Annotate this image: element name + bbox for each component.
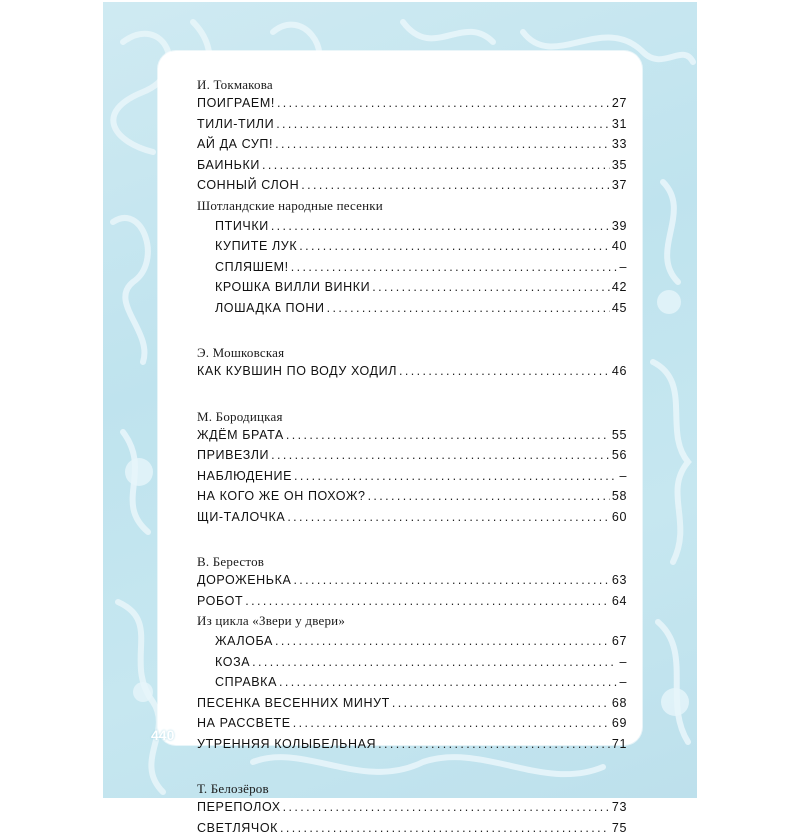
entry-page: – [619, 672, 627, 693]
dot-leader [378, 734, 610, 755]
entry-page: – [619, 257, 627, 278]
dot-leader [262, 155, 610, 176]
toc-entry[interactable] [197, 466, 627, 487]
dot-leader [392, 693, 610, 714]
toc-entry[interactable] [197, 652, 627, 673]
author-name: Т. Белозёров [197, 780, 627, 797]
toc-entry[interactable] [197, 486, 627, 507]
toc-entry[interactable] [197, 134, 627, 155]
entry-page: 55 [612, 425, 627, 446]
toc-entry[interactable] [197, 713, 627, 734]
entry-page: 42 [612, 277, 627, 298]
entry-page: 60 [612, 507, 627, 528]
entry-title: БАИНЬКИ [197, 155, 260, 176]
section-gap [197, 318, 627, 344]
entry-page: – [619, 466, 627, 487]
section-gap [197, 382, 627, 408]
toc-entry[interactable] [197, 175, 627, 196]
entry-page: 31 [612, 114, 627, 135]
dot-leader [293, 570, 609, 591]
entry-title: СОННЫЙ СЛОН [197, 175, 299, 196]
dot-leader [271, 216, 610, 237]
entry-page: 69 [612, 713, 627, 734]
dot-leader [286, 425, 610, 446]
table-of-contents [197, 76, 627, 838]
entry-title: ЛОШАДКА ПОНИ [215, 298, 325, 319]
entry-title: ПТИЧКИ [215, 216, 269, 237]
dot-leader [252, 652, 617, 673]
entry-page: 45 [612, 298, 627, 319]
dot-leader [399, 361, 610, 382]
toc-entry[interactable] [197, 693, 627, 714]
entry-title: АЙ ДА СУП! [197, 134, 273, 155]
dot-leader [327, 298, 610, 319]
toc-entry[interactable] [197, 114, 627, 135]
entry-title: ПОИГРАЕМ! [197, 93, 275, 114]
toc-entry[interactable] [197, 216, 627, 237]
dot-leader [275, 134, 610, 155]
entry-title: УТРЕННЯЯ КОЛЫБЕЛЬНАЯ [197, 734, 376, 755]
entry-page: 73 [612, 797, 627, 818]
entry-title: НА РАССВЕТЕ [197, 713, 291, 734]
author-name: М. Бородицкая [197, 408, 627, 425]
section-gap [197, 527, 627, 553]
entry-title: СВЕТЛЯЧОК [197, 818, 278, 838]
page-number: 440 [151, 727, 174, 743]
entry-title: РОБОТ [197, 591, 243, 612]
entry-page: 67 [612, 631, 627, 652]
toc-entry[interactable] [197, 631, 627, 652]
toc-entry[interactable] [197, 818, 627, 838]
toc-entry[interactable] [197, 507, 627, 528]
entry-page: – [619, 652, 627, 673]
entry-page: 64 [612, 591, 627, 612]
toc-entry[interactable] [197, 425, 627, 446]
entry-title: ТИЛИ-ТИЛИ [197, 114, 274, 135]
dot-leader [299, 236, 610, 257]
toc-entry[interactable] [197, 298, 627, 319]
dot-leader [291, 257, 618, 278]
entry-title: ЩИ-ТАЛОЧКА [197, 507, 285, 528]
author-name: В. Берестов [197, 553, 627, 570]
entry-page: 46 [612, 361, 627, 382]
entry-page: 35 [612, 155, 627, 176]
dot-leader [293, 713, 610, 734]
toc-entry[interactable] [197, 155, 627, 176]
entry-title: НА КОГО ЖЕ ОН ПОХОЖ? [197, 486, 366, 507]
entry-title: КОЗА [215, 652, 250, 673]
entry-page: 63 [612, 570, 627, 591]
toc-entry[interactable] [197, 672, 627, 693]
toc-entry[interactable] [197, 570, 627, 591]
dot-leader [280, 818, 610, 838]
entry-page: 71 [612, 734, 627, 755]
entry-title: ПРИВЕЗЛИ [197, 445, 269, 466]
entry-title: КРОШКА ВИЛЛИ ВИНКИ [215, 277, 370, 298]
entry-page: 39 [612, 216, 627, 237]
toc-entry[interactable] [197, 361, 627, 382]
toc-entry[interactable] [197, 445, 627, 466]
entry-title: СПРАВКА [215, 672, 277, 693]
dot-leader [271, 445, 610, 466]
dot-leader [277, 93, 610, 114]
dot-leader [276, 114, 610, 135]
dot-leader [283, 797, 610, 818]
entry-title: ЖДЁМ БРАТА [197, 425, 284, 446]
entry-title: СПЛЯШЕМ! [215, 257, 289, 278]
toc-entry[interactable] [197, 734, 627, 755]
dot-leader [294, 466, 617, 487]
dot-leader [245, 591, 610, 612]
entry-page: 75 [612, 818, 627, 838]
entry-title: НАБЛЮДЕНИЕ [197, 466, 292, 487]
entry-page: 33 [612, 134, 627, 155]
toc-entry[interactable] [197, 93, 627, 114]
dot-leader [372, 277, 610, 298]
entry-title: ДОРОЖЕНЬКА [197, 570, 291, 591]
entry-page: 68 [612, 693, 627, 714]
toc-entry[interactable] [197, 257, 627, 278]
toc-entry[interactable] [197, 591, 627, 612]
dot-leader [275, 631, 610, 652]
entry-title: ПЕРЕПОЛОХ [197, 797, 281, 818]
dot-leader [287, 507, 610, 528]
entry-title: ПЕСЕНКА ВЕСЕННИХ МИНУТ [197, 693, 390, 714]
group-label: Из цикла «Звери у двери» [197, 611, 627, 631]
dot-leader [368, 486, 610, 507]
toc-entry[interactable] [197, 797, 627, 818]
entry-title: ЖАЛОБА [215, 631, 273, 652]
entry-page: 56 [612, 445, 627, 466]
entry-page: 37 [612, 175, 627, 196]
section-gap [197, 754, 627, 780]
entry-title: КАК КУВШИН ПО ВОДУ ХОДИЛ [197, 361, 397, 382]
dot-leader [301, 175, 610, 196]
author-name: Э. Мошковская [197, 344, 627, 361]
toc-entry[interactable] [197, 277, 627, 298]
dot-leader [279, 672, 617, 693]
group-label: Шотландские народные песенки [197, 196, 627, 216]
entry-page: 58 [612, 486, 627, 507]
entry-page: 40 [612, 236, 627, 257]
toc-entry[interactable] [197, 236, 627, 257]
entry-title: КУПИТЕ ЛУК [215, 236, 297, 257]
entry-page: 27 [612, 93, 627, 114]
author-name: И. Токмакова [197, 76, 627, 93]
